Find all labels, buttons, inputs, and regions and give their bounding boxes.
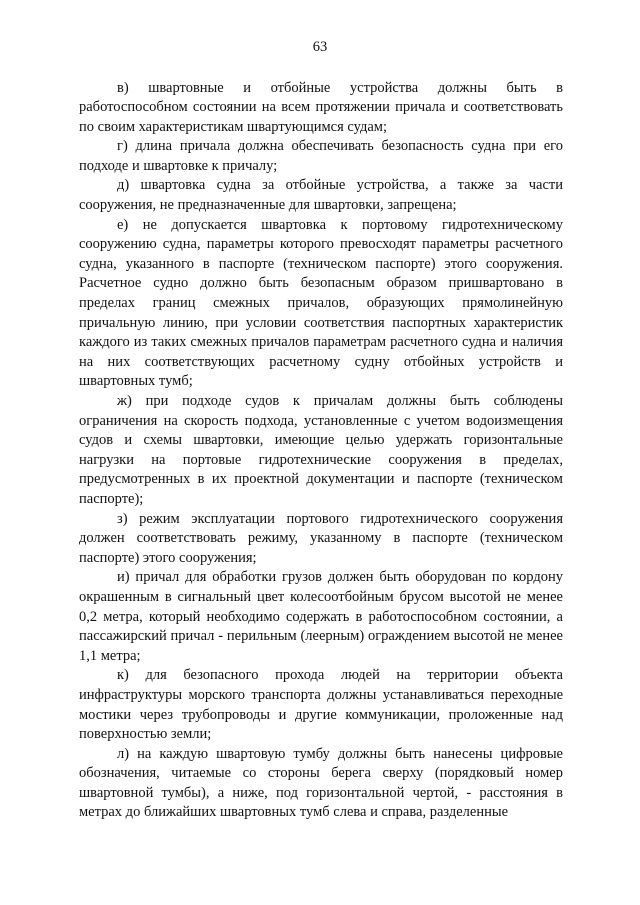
paragraph-v: в) швартовные и отбойные устройства должны быть в работоспособном состоянии на всем протяжении причала и соответствовать по своим характеристикам швартующимся судам; [79, 79, 563, 135]
paragraph-l: л) на каждую швартовую тумбу должны быть нанесены цифровые обозначения, читаемые со стороны берега сверху (порядковый номер швартовной тумбы), а ниже, под горизонтальной чертой, - расстояния в метрах до ближайших швартовных тумб слева и справа, разделенные [79, 745, 563, 821]
page-number: 63 [312, 39, 328, 55]
paragraph-zh: ж) при подходе судов к причалам должны быть соблюдены ограничения на скорость подхода, установленные с учетом водоизмещения судов и схемы швартовки, имеющие целью удержать горизонтальные нагрузки на портовые гидротехнические сооружения в пределах, предусмотренных в их проектной документации и паспорте (техническом паспорте); [79, 393, 563, 507]
paragraph-g: г) длина причала должна обеспечивать безопасность судна при его подходе и швартовке к причалу; [79, 138, 563, 174]
paragraph-e: е) не допускается швартовка к портовому гидротехническому сооружению судна, параметры которого превосходят параметры расчетного судна, указанного в паспорте (техническом паспорте) этого сооружения. Расчетное судно должно быть безопасным образом пришвартовано в пределах границ смежных причалов, образующих прямолинейную причальную линию, при условии соответствия паспортных характеристик каждого из таких смежных причалов параметрам расчетного судна и наличия на них соответствующих расчетному судну отбойных устройств и швартовных тумб; [79, 216, 563, 390]
document-body [79, 79, 563, 824]
paragraph-k: к) для безопасного прохода людей на территории объекта инфраструктуры морского транспорта должны устанавливаться переходные мостики через трубопроводы и другие коммуникации, проложенные над поверхностью земли; [79, 667, 563, 743]
paragraph-d: д) швартовка судна за отбойные устройства, а также за части сооружения, не предназначенные для швартовки, запрещена; [79, 177, 563, 214]
paragraph-z: з) режим эксплуатации портового гидротехнического сооружения должен соответствовать режиму, указанному в паспорте (техническом паспорте) этого сооружения; [79, 510, 563, 566]
paragraph-i: и) причал для обработки грузов должен быть оборудован по кордону окрашенным в сигнальный цвет колесоотбойным брусом высотой не менее 0,2 метра, который необходимо содержать в работоспособном состоянии, а пассажирский причал - перильным (леерным) ограждением высотой не менее 1,1 метра; [79, 569, 563, 664]
